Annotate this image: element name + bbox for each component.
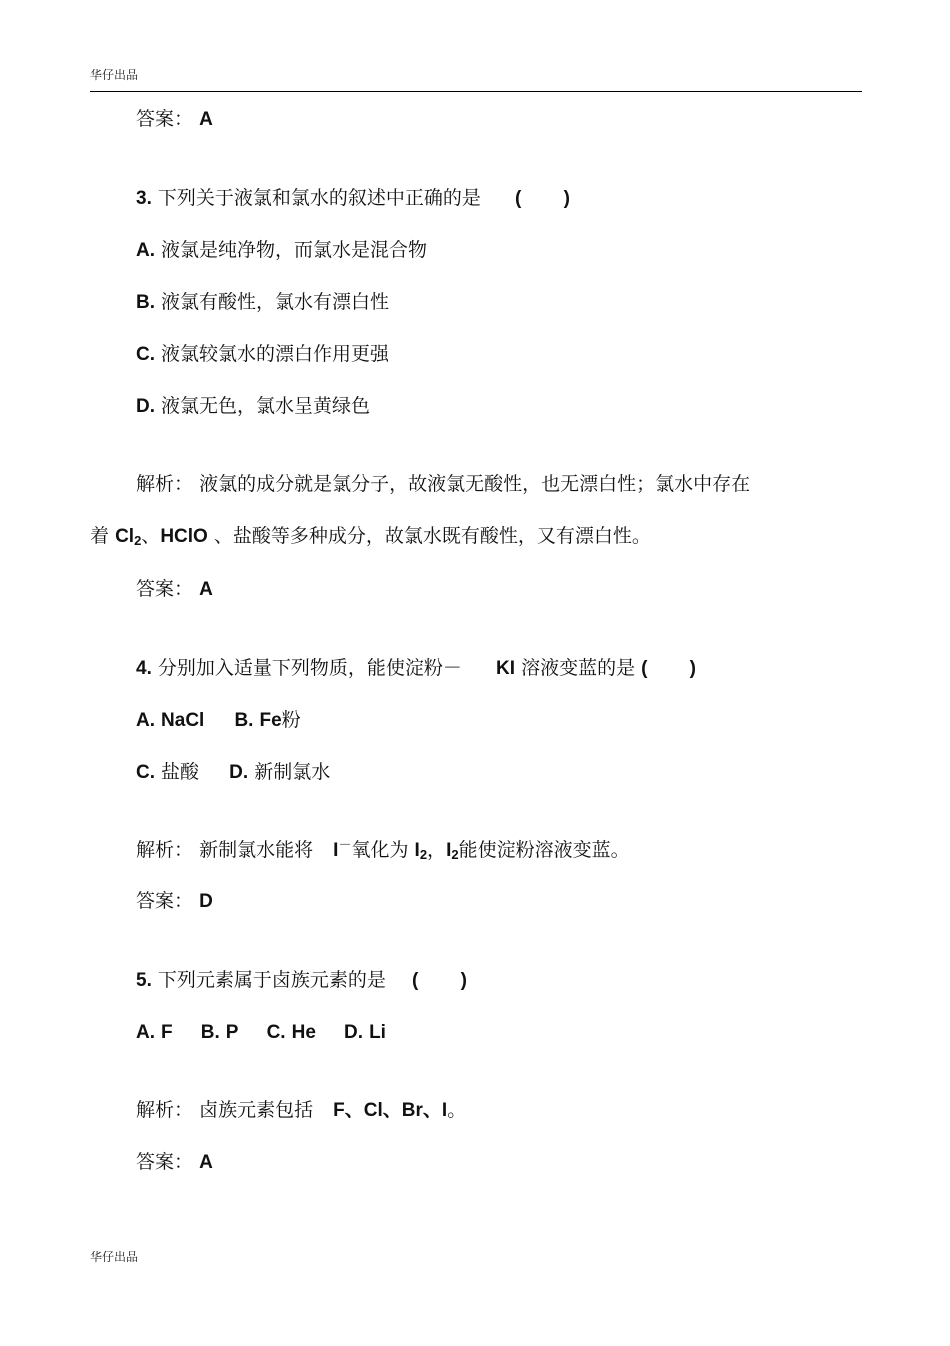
q5-option-b-text: P: [225, 1022, 239, 1043]
q4-analysis-i2b: I: [446, 840, 452, 861]
q4-analysis-i: I: [333, 840, 339, 861]
q5-option-c-letter: C.: [266, 1022, 286, 1043]
q5-paren: ( ): [412, 970, 467, 991]
q4-analysis-mid: 氧化为: [351, 839, 409, 861]
q3-number: 3.: [136, 188, 152, 209]
q3-analysis-cl: Cl: [115, 526, 135, 547]
q4-analysis-post: 能使淀粉溶液变蓝。: [458, 839, 630, 861]
q4-analysis-i2a: I: [414, 840, 420, 861]
q4-option-b-suffix: 粉: [281, 709, 301, 731]
q5-number: 5.: [136, 970, 152, 991]
q3-analysis-line2: [90, 524, 651, 549]
q4-answer-line: [136, 889, 213, 914]
q5-answer-line: [136, 1150, 213, 1175]
q4-stem: [136, 656, 696, 681]
q4-analysis-comma: ，: [427, 839, 447, 861]
answer-label: 答案：: [136, 1151, 194, 1173]
q4-option-b-letter: B.: [234, 710, 254, 731]
q3-option-d: [136, 394, 370, 419]
q5-analysis-pre: 卤族元素包括: [199, 1099, 314, 1121]
answer-label: 答案：: [136, 890, 194, 912]
q3-stem: [136, 186, 570, 211]
q3-option-b: [136, 290, 389, 315]
q3-option-a: [136, 238, 427, 263]
q4-analysis-i2b-sub: 2: [451, 847, 459, 862]
q5-option-b-letter: B.: [200, 1022, 220, 1043]
q3-option-a-letter: A.: [136, 240, 155, 261]
q5-answer-value: A: [199, 1152, 213, 1173]
q2-answer-line: [136, 107, 213, 132]
analysis-label: 解析：: [136, 1099, 194, 1121]
q4-analysis-i-sup: －: [338, 838, 352, 853]
q4-option-a-text: NaCl: [161, 710, 205, 731]
q4-option-d-letter: D.: [229, 762, 249, 783]
q4-paren: ( ): [641, 658, 697, 679]
q4-options-cd: [136, 760, 330, 785]
page-footer: 华仔出品: [90, 1250, 139, 1264]
q4-answer-value: D: [199, 891, 213, 912]
q3-option-b-letter: B.: [136, 292, 155, 313]
q5-options: [136, 1020, 386, 1045]
q3-analysis-text1: 液氯的成分就是氯分子，故液氯无酸性，也无漂白性；氯水中存在: [199, 473, 751, 495]
q3-analysis-post: 、盐酸等多种成分，故氯水既有酸性，又有漂白性。: [213, 525, 651, 547]
q3-option-b-text: 液氯有酸性，氯水有漂白性: [161, 291, 390, 313]
q5-option-c-text: He: [291, 1022, 316, 1043]
q5-stem: [136, 968, 467, 993]
answer-label: 答案：: [136, 578, 194, 600]
q4-option-b-text: Fe: [259, 710, 282, 731]
q5-analysis-line: [136, 1098, 466, 1123]
q4-stem-pre: 分别加入适量下列物质，能使淀粉－: [157, 657, 462, 679]
answer-label: 答案：: [136, 108, 194, 130]
q4-option-c-text: 盐酸: [161, 761, 200, 783]
q3-option-d-letter: D.: [136, 396, 155, 417]
q4-option-c-letter: C.: [136, 762, 155, 783]
q3-option-d-text: 液氯无色，氯水呈黄绿色: [161, 395, 371, 417]
q5-stem-text: 下列元素属于卤族元素的是: [157, 969, 386, 991]
q4-stem-ki: KI: [496, 658, 516, 679]
q4-analysis-pre: 新制氯水能将: [199, 839, 314, 861]
q4-number: 4.: [136, 658, 152, 679]
analysis-label: 解析：: [136, 473, 194, 495]
q4-options-ab: [136, 708, 301, 733]
q3-option-c-letter: C.: [136, 344, 155, 365]
q5-analysis-elements: F、Cl、Br、I: [333, 1100, 448, 1121]
q3-analysis-line1: [136, 472, 750, 496]
q3-analysis-sep: 、: [141, 525, 161, 547]
q5-option-a-text: F: [161, 1022, 173, 1043]
q3-option-c-text: 液氯较氯水的漂白作用更强: [161, 343, 390, 365]
q4-analysis-i2a-sub: 2: [419, 847, 428, 862]
q3-option-a-text: 液氯是纯净物，而氯水是混合物: [161, 239, 428, 261]
analysis-label: 解析：: [136, 839, 194, 861]
page-header: 华仔出品: [90, 68, 139, 82]
q3-analysis-hclo: HClO: [160, 526, 208, 547]
q3-analysis-pre: 着: [90, 525, 110, 547]
q3-option-c: [136, 342, 389, 367]
q5-option-d-letter: D.: [344, 1022, 364, 1043]
q4-analysis-line: [136, 838, 630, 863]
q4-option-d-text: 新制氯水: [254, 761, 331, 783]
header-rule: [90, 91, 862, 92]
q3-analysis-cl-sub: 2: [134, 533, 142, 548]
q3-paren: ( ): [515, 188, 570, 209]
q3-answer-value: A: [199, 579, 213, 600]
q2-answer-value: A: [199, 109, 213, 130]
q5-option-a-letter: A.: [136, 1022, 155, 1043]
q5-option-d-text: Li: [369, 1022, 386, 1043]
q3-stem-text: 下列关于液氯和氯水的叙述中正确的是: [157, 187, 481, 209]
q4-option-a-letter: A.: [136, 710, 155, 731]
q4-stem-post: 溶液变蓝的是: [521, 657, 636, 679]
q3-answer-line: [136, 577, 213, 602]
q5-analysis-end: 。: [447, 1099, 467, 1121]
